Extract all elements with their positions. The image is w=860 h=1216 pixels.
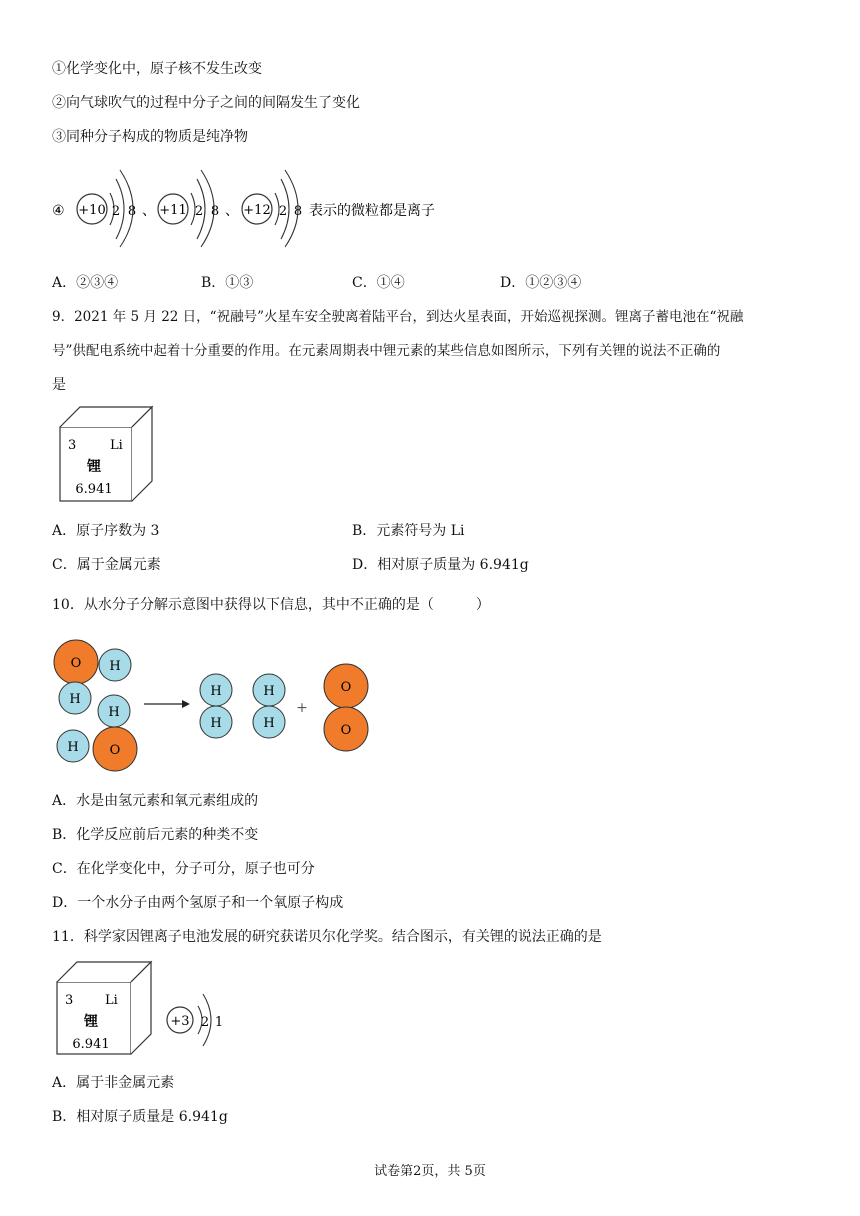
q11-element-cell xyxy=(57,962,151,1054)
reaction-arrow xyxy=(144,700,190,708)
q9-option-a: A．原子序数为 3 xyxy=(52,523,160,539)
q9-option-b: B．元素符号为 Li xyxy=(352,523,465,539)
ion-structure-3 xyxy=(242,170,302,247)
q9-element-cell xyxy=(58,405,158,505)
q11-option-b: B．相对原子质量是 6.941g xyxy=(52,1109,228,1125)
q11-question: 11．科学家因锂离子电池发展的研究获诺贝尔化学奖。结合图示，有关锂的说法正确的是 xyxy=(52,929,602,945)
page-footer: 试卷第2页，共 5页 xyxy=(374,1164,486,1179)
atom-label: H xyxy=(263,684,275,699)
q11-option-a: A．属于非金属元素 xyxy=(52,1075,175,1091)
atom-label: H xyxy=(67,740,79,755)
lithium-atom-structure xyxy=(167,994,223,1046)
water-decomposition-diagram xyxy=(52,638,382,774)
q11-atomic-number: 3 xyxy=(65,993,74,1008)
statement-4 xyxy=(52,165,472,255)
ion-3-shell-2: 8 xyxy=(293,204,303,219)
statement-4-text: 表示的微粒都是离子 xyxy=(309,203,435,219)
atom-label: H xyxy=(69,692,81,707)
ion-3-nucleus: +12 xyxy=(243,203,271,218)
q9-element-name: 锂 xyxy=(87,459,101,475)
atom-label: H xyxy=(109,659,121,674)
q11-element-symbol: Li xyxy=(105,993,118,1008)
q8-option-a: A．②③④ xyxy=(52,275,119,291)
q10-option-c: C．在化学变化中，分子可分，原子也可分 xyxy=(52,861,315,877)
ion-2-shell-2: 8 xyxy=(210,204,220,219)
q9-element-symbol: Li xyxy=(110,438,123,453)
separator-2: 、 xyxy=(225,203,239,219)
q9-option-c: C．属于金属元素 xyxy=(52,557,161,573)
atom-label: O xyxy=(340,680,352,695)
q9-question-line-2: 号”供配电系统中起着十分重要的作用。在元素周期表中锂元素的某些信息如图所示，下列有关锂的说法不正确的 xyxy=(52,343,721,359)
ion-structure-2 xyxy=(158,170,219,247)
q10-option-d: D．一个水分子由两个氢原子和一个氧原子构成 xyxy=(52,895,344,911)
ion-1-nucleus: +10 xyxy=(78,203,106,218)
q10-option-a: A．水是由氢元素和氧元素组成的 xyxy=(52,793,259,809)
separator-1: 、 xyxy=(142,203,156,219)
q9-atomic-mass: 6.941 xyxy=(75,482,113,497)
ion-structure-1 xyxy=(77,170,136,247)
q8-option-c: C．①④ xyxy=(352,275,405,291)
lithium-shell-1: 2 xyxy=(200,1015,210,1030)
atom-label: O xyxy=(109,743,121,758)
q8-option-b: B．①③ xyxy=(201,275,254,291)
ion-diagrams xyxy=(52,165,472,255)
q9-question-line-1: 9．2021 年 5 月 22 日，“祝融号”火星车安全驶离着陆平台，到达火星表面，开始巡视探测。锂离子蓄电池在“祝融 xyxy=(52,309,744,325)
q8-option-d: D．①②③④ xyxy=(500,275,582,291)
statement-1: ①化学变化中，原子核不发生改变 xyxy=(52,61,262,77)
q11-element-name: 锂 xyxy=(84,1014,98,1030)
atom-label: H xyxy=(108,705,120,720)
ion-2-shell-1: 2 xyxy=(194,204,204,219)
q9-option-d: D．相对原子质量为 6.941g xyxy=(352,557,529,573)
ion-1-shell-1: 2 xyxy=(111,204,121,219)
ion-2-nucleus: +11 xyxy=(159,203,187,218)
atom-label: H xyxy=(210,684,222,699)
q11-figure xyxy=(55,960,245,1060)
lithium-shell-2: 1 xyxy=(214,1015,224,1030)
statement-2: ②向气球吹气的过程中分子之间的间隔发生了变化 xyxy=(52,95,360,111)
atom-label: O xyxy=(340,723,352,738)
plus-sign: + xyxy=(296,700,308,716)
atom-label: H xyxy=(210,716,222,731)
statement-4-number: ④ xyxy=(52,203,65,219)
q9-atomic-number: 3 xyxy=(68,438,77,453)
q10-question: 10．从水分子分解示意图中获得以下信息，其中不正确的是（ ） xyxy=(52,597,490,613)
q10-option-b: B．化学反应前后元素的种类不变 xyxy=(52,827,259,843)
q9-question-line-3: 是 xyxy=(52,377,66,393)
lithium-nucleus: +3 xyxy=(170,1014,190,1029)
ion-1-shell-2: 8 xyxy=(127,204,137,219)
atom-label: O xyxy=(70,656,82,671)
q11-atomic-mass: 6.941 xyxy=(72,1037,110,1052)
atom-label: H xyxy=(263,716,275,731)
statement-3: ③同种分子构成的物质是纯净物 xyxy=(52,129,248,145)
ion-3-shell-1: 2 xyxy=(278,204,288,219)
